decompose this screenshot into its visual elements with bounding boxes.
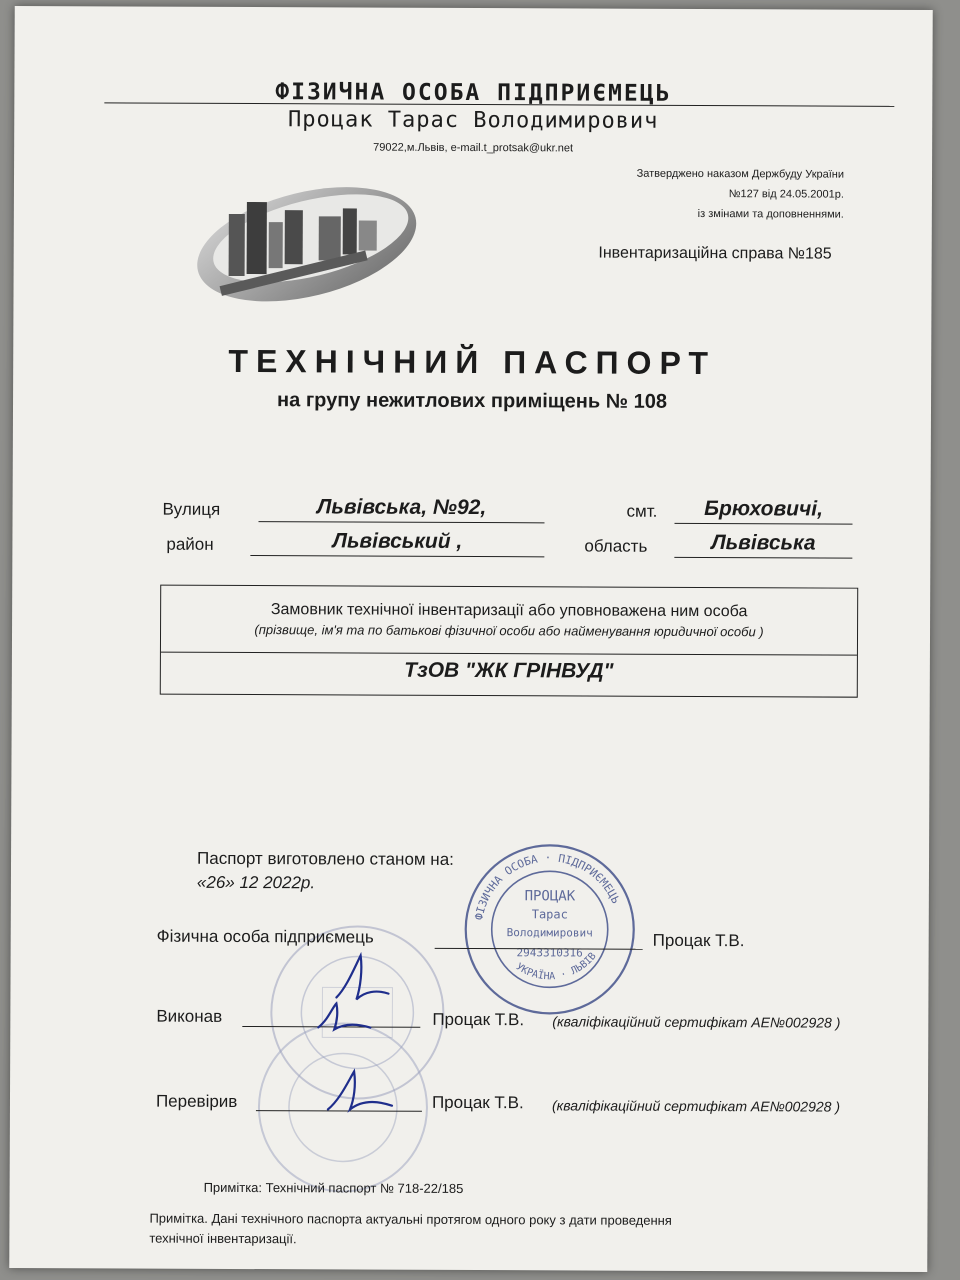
prepared-date: «26» 12 2022р. <box>196 872 316 893</box>
document-page <box>9 6 932 1272</box>
city-logo-icon <box>188 172 424 313</box>
region-value: Львівська <box>674 531 852 559</box>
district-value: Львівський , <box>250 529 544 557</box>
approval-line: із змінами та доповненнями. <box>697 207 844 221</box>
stamp-line2: Тарас <box>531 907 568 922</box>
signature-cert: (кваліфікаційний сертифікат АЕ№002928 ) <box>551 1097 841 1115</box>
signature-name: Процак Т.В. <box>652 930 745 951</box>
customer-heading: Замовник технічної інвентаризації або уповноважена ним особа <box>270 601 748 621</box>
customer-value: ТзОВ "ЖК ГРІНВУД" <box>404 658 614 683</box>
stamp-line3: Володимирович <box>506 926 593 940</box>
handwritten-signature-icon <box>318 1065 408 1117</box>
signature-role: Фізична особа підприємець <box>156 926 374 947</box>
customer-header-row <box>161 586 857 656</box>
customer-hint: (прізвище, ім'я та по батькові фізичної особи або найменування юридичної особи ) <box>254 622 764 640</box>
entity-address: 79022,м.Львів, e-mail.t_protsak@ukr.net <box>373 141 574 155</box>
inventory-case: Інвентаризаційна справа №185 <box>598 244 832 263</box>
approval-line: №127 від 24.05.2001р. <box>728 188 844 201</box>
stamp-ring-text: ФІЗИЧНА ОСОБА · ПІДПРИЄМЕЦЬ <box>472 851 623 922</box>
signature-name: Процак Т.В. <box>431 1092 524 1113</box>
entity-name: Процак Тарас Володимирович <box>288 107 659 134</box>
handwritten-signature-icon <box>310 997 390 1037</box>
note-passport-number: Примітка: Технічний паспорт № 718-22/185 <box>203 1179 464 1196</box>
note-validity-cont: технічної інвентаризації. <box>149 1230 297 1247</box>
entity-type: ФІЗИЧНА ОСОБА ПІДПРИЄМЕЦЬ <box>275 79 672 107</box>
stamp-code: 2943310316 <box>516 946 583 960</box>
town-value: Брюховичі, <box>675 497 853 525</box>
street-label: Вулиця <box>162 499 221 519</box>
signature-role: Виконав <box>156 1006 223 1026</box>
customer-box <box>160 585 858 698</box>
signature-name: Процак Т.В. <box>432 1009 525 1030</box>
approval-line: Затверджено наказом Держбуду України <box>636 167 845 181</box>
document-title: ТЕХНІЧНИЙ ПАСПОРТ <box>228 342 717 382</box>
approval-note <box>636 164 844 225</box>
town-label: смт. <box>626 501 658 521</box>
note-validity: Примітка. Дані технічного паспорта актуальні протягом одного року з дати проведення <box>149 1210 672 1228</box>
entrepreneur-stamp-icon <box>458 838 641 1021</box>
street-value: Львівська, №92, <box>259 495 545 523</box>
document-subtitle: на групу нежитлових приміщень № 108 <box>277 389 668 413</box>
district-label: район <box>166 534 214 554</box>
prepared-label: Паспорт виготовлено станом на: <box>196 848 454 869</box>
stamp-ring-bottom: УКРАЇНА · ЛЬВІВ <box>513 950 599 983</box>
stamp-line1: ПРОЦАК <box>524 888 576 905</box>
signature-cert: (кваліфікаційний сертифікат АЕ№002928 ) <box>552 1013 841 1031</box>
signature-role: Перевірив <box>155 1091 238 1111</box>
region-label: область <box>584 536 648 556</box>
